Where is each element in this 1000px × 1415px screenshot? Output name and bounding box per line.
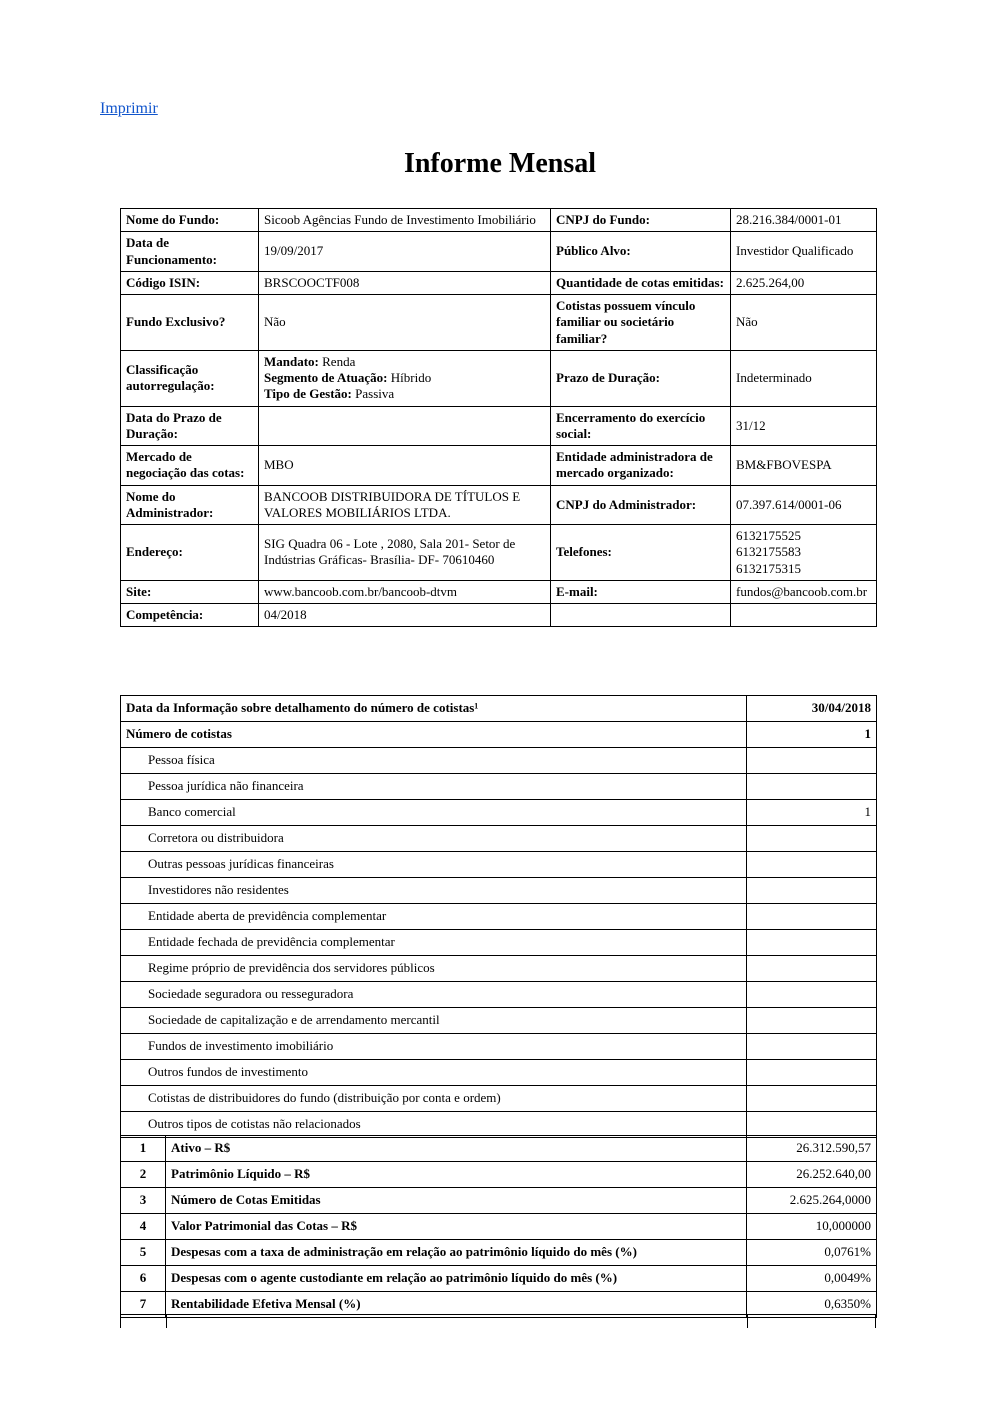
indicador-value: 0,0761% — [747, 1240, 877, 1266]
nome-adm-label: Nome do Administrador: — [121, 485, 259, 525]
site-value: www.bancoob.com.br/bancoob-dtvm — [259, 580, 551, 603]
table-row — [121, 748, 877, 774]
classificacao-value — [259, 350, 551, 406]
endereco-value: SIG Quadra 06 - Lote , 2080, Sala 201- Setor de Indústrias Gráficas- Brasília- DF- 70610460 — [259, 525, 551, 581]
telefones-label: Telefones: — [551, 525, 731, 581]
email-label: E-mail: — [551, 580, 731, 603]
cotista-item-value — [747, 1060, 877, 1086]
table-row — [121, 1214, 877, 1240]
cotista-item-value — [747, 1034, 877, 1060]
table-row — [121, 774, 877, 800]
cotista-item-value: 1 — [747, 800, 877, 826]
table-row — [121, 1086, 877, 1112]
data-funcionamento-value: 19/09/2017 — [259, 232, 551, 272]
cotista-item-label: Entidade fechada de previdência complementar — [121, 930, 747, 956]
competencia-label: Competência: — [121, 604, 259, 627]
cotista-item-value — [747, 904, 877, 930]
table-row — [121, 485, 877, 525]
indicador-label: Despesas com a taxa de administração em relação ao patrimônio líquido do mês (%) — [166, 1240, 747, 1266]
fund-info-table — [120, 208, 877, 627]
vinculo-label: Cotistas possuem vínculo familiar ou societário familiar? — [551, 295, 731, 351]
table-row — [121, 1136, 877, 1162]
telefones-value — [731, 525, 877, 581]
table-row — [121, 904, 877, 930]
fundo-exclusivo-label: Fundo Exclusivo? — [121, 295, 259, 351]
table-row — [121, 1240, 877, 1266]
phone-number: 6132175525 — [736, 528, 801, 543]
data-prazo-value — [259, 406, 551, 446]
cotista-item-label: Outras pessoas jurídicas financeiras — [121, 852, 747, 878]
data-funcionamento-label: Data de Funcionamento: — [121, 232, 259, 272]
table-row — [121, 696, 877, 722]
endereco-label: Endereço: — [121, 525, 259, 581]
indicadores-table — [120, 1135, 877, 1318]
print-link[interactable]: Imprimir — [100, 100, 158, 117]
fundo-exclusivo-value: Não — [259, 295, 551, 351]
table-row — [121, 1112, 877, 1138]
competencia-value: 04/2018 — [259, 604, 551, 627]
gestao-value: Passiva — [351, 386, 395, 402]
cotista-item-value — [747, 878, 877, 904]
cotista-item-value — [747, 1112, 877, 1138]
codigo-isin-value: BRSCOOCTF008 — [259, 271, 551, 294]
indicador-value: 0,6350% — [747, 1292, 877, 1318]
cotista-item-label: Fundos de investimento imobiliário — [121, 1034, 747, 1060]
indicador-num: 7 — [121, 1292, 166, 1318]
email-value: fundos@bancoob.com.br — [731, 580, 877, 603]
table-row — [121, 1008, 877, 1034]
cnpj-fundo-value: 28.216.384/0001-01 — [731, 209, 877, 232]
publico-alvo-value: Investidor Qualificado — [731, 232, 877, 272]
table-row — [121, 1034, 877, 1060]
page-title: Informe Mensal — [403, 148, 597, 179]
segmento-value: Híbrido — [387, 370, 432, 385]
table-row — [121, 982, 877, 1008]
mandato-label: Mandato: — [264, 353, 319, 369]
indicador-label: Despesas com o agente custodiante em relação ao patrimônio líquido do mês (%) — [166, 1266, 747, 1292]
cotista-item-label: Outros fundos de investimento — [121, 1060, 747, 1086]
cotistas-header-label: Data da Informação sobre detalhamento do número de cotistas¹ — [121, 696, 747, 722]
site-label: Site: — [121, 580, 259, 603]
cotistas-table — [120, 695, 877, 1138]
nome-do-fundo-value: Sicoob Agências Fundo de Investimento Imobiliário — [259, 209, 551, 232]
numero-cotistas-value: 1 — [747, 722, 877, 748]
table-row — [121, 1266, 877, 1292]
cotista-item-value — [747, 774, 877, 800]
encerramento-value: 31/12 — [731, 406, 877, 446]
mercado-label: Mercado de negociação das cotas: — [121, 446, 259, 486]
indicador-num: 4 — [121, 1214, 166, 1240]
table-row — [121, 956, 877, 982]
cotista-item-label: Investidores não residentes — [121, 878, 747, 904]
classificacao-segmento — [264, 370, 545, 386]
cotista-item-label: Entidade aberta de previdência complementar — [121, 904, 747, 930]
next-table-fragment — [120, 1314, 876, 1328]
phone-number: 6132175315 — [736, 560, 801, 576]
indicador-num: 5 — [121, 1240, 166, 1266]
publico-alvo-label: Público Alvo: — [551, 232, 731, 272]
indicador-num: 1 — [121, 1136, 166, 1162]
indicador-value: 26.312.590,57 — [747, 1136, 877, 1162]
table-row — [121, 271, 877, 294]
table-row — [121, 930, 877, 956]
indicador-value: 10,000000 — [747, 1214, 877, 1240]
cotista-item-label: Banco comercial — [121, 800, 747, 826]
indicador-value: 0,0049% — [747, 1266, 877, 1292]
table-row — [121, 722, 877, 748]
cotista-item-label: Corretora ou distribuidora — [121, 826, 747, 852]
nome-adm-value: BANCOOB DISTRIBUIDORA DE TÍTULOS E VALORES MOBILIÁRIOS LTDA. — [259, 485, 551, 525]
indicador-value: 2.625.264,0000 — [747, 1188, 877, 1214]
fragment-label-cell — [167, 1315, 748, 1328]
indicador-label: Valor Patrimonial das Cotas – R$ — [166, 1214, 747, 1240]
cnpj-adm-label: CNPJ do Administrador: — [551, 485, 731, 525]
cotista-item-value — [747, 1086, 877, 1112]
encerramento-label: Encerramento do exercício social: — [551, 406, 731, 446]
indicador-label: Número de Cotas Emitidas — [166, 1188, 747, 1214]
table-row — [121, 350, 877, 406]
cotistas-header-date: 30/04/2018 — [747, 696, 877, 722]
vinculo-value: Não — [731, 295, 877, 351]
table-row — [121, 1162, 877, 1188]
cotista-item-value — [747, 748, 877, 774]
mandato-value: Renda — [318, 353, 356, 369]
table-row — [121, 1188, 877, 1214]
qtd-cotas-label: Quantidade de cotas emitidas: — [551, 271, 731, 294]
numero-cotistas-label: Número de cotistas — [121, 722, 747, 748]
classificacao-mandato — [264, 354, 545, 370]
indicador-num: 2 — [121, 1162, 166, 1188]
prazo-duracao-value: Indeterminado — [731, 350, 877, 406]
cnpj-fundo-label: CNPJ do Fundo: — [551, 209, 731, 232]
prazo-duracao-label: Prazo de Duração: — [551, 350, 731, 406]
cotista-item-value — [747, 930, 877, 956]
cotista-item-label: Pessoa jurídica não financeira — [121, 774, 747, 800]
classificacao-label: Classificação autorregulação: — [121, 350, 259, 406]
cotista-item-label: Outros tipos de cotistas não relacionados — [121, 1112, 747, 1138]
table-row — [121, 580, 877, 603]
table-row — [121, 406, 877, 446]
table-row — [121, 209, 877, 232]
cotista-item-label: Pessoa física — [121, 748, 747, 774]
gestao-label: Tipo de Gestão: — [264, 386, 352, 402]
data-prazo-label: Data do Prazo de Duração: — [121, 406, 259, 446]
cnpj-adm-value: 07.397.614/0001-06 — [731, 485, 877, 525]
segmento-label: Segmento de Atuação: — [264, 370, 388, 385]
entidade-adm-label: Entidade administradora de mercado organizado: — [551, 446, 731, 486]
cotista-item-label: Sociedade de capitalização e de arrendamento mercantil — [121, 1008, 747, 1034]
cotista-item-label: Regime próprio de previdência dos servidores públicos — [121, 956, 747, 982]
fragment-num-cell — [121, 1315, 167, 1328]
fragment-value-cell — [748, 1315, 875, 1328]
table-row — [121, 604, 877, 627]
cotista-item-value — [747, 852, 877, 878]
cotista-item-label: Sociedade seguradora ou resseguradora — [121, 982, 747, 1008]
codigo-isin-label: Código ISIN: — [121, 271, 259, 294]
cotista-item-value — [747, 826, 877, 852]
classificacao-gestao — [264, 386, 545, 402]
indicador-label: Rentabilidade Efetiva Mensal (%) — [166, 1292, 747, 1318]
table-row — [121, 1060, 877, 1086]
cotista-item-value — [747, 956, 877, 982]
table-row — [121, 826, 877, 852]
cotista-item-value — [747, 1008, 877, 1034]
indicador-label: Ativo – R$ — [166, 1136, 747, 1162]
qtd-cotas-value: 2.625.264,00 — [731, 271, 877, 294]
table-row — [121, 446, 877, 486]
table-row — [121, 295, 877, 351]
table-row — [121, 852, 877, 878]
mercado-value: MBO — [259, 446, 551, 486]
indicador-num: 6 — [121, 1266, 166, 1292]
table-row — [121, 525, 877, 581]
nome-do-fundo-label: Nome do Fundo: — [121, 209, 259, 232]
table-row — [121, 878, 877, 904]
indicador-value: 26.252.640,00 — [747, 1162, 877, 1188]
cotista-item-label: Cotistas de distribuidores do fundo (distribuição por conta e ordem) — [121, 1086, 747, 1112]
phone-number: 6132175583 — [736, 544, 801, 560]
indicador-num: 3 — [121, 1188, 166, 1214]
indicador-label: Patrimônio Líquido – R$ — [166, 1162, 747, 1188]
empty-cell — [731, 604, 877, 627]
empty-cell — [551, 604, 731, 627]
entidade-adm-value: BM&FBOVESPA — [731, 446, 877, 486]
table-row — [121, 232, 877, 272]
table-row — [121, 800, 877, 826]
cotista-item-value — [747, 982, 877, 1008]
